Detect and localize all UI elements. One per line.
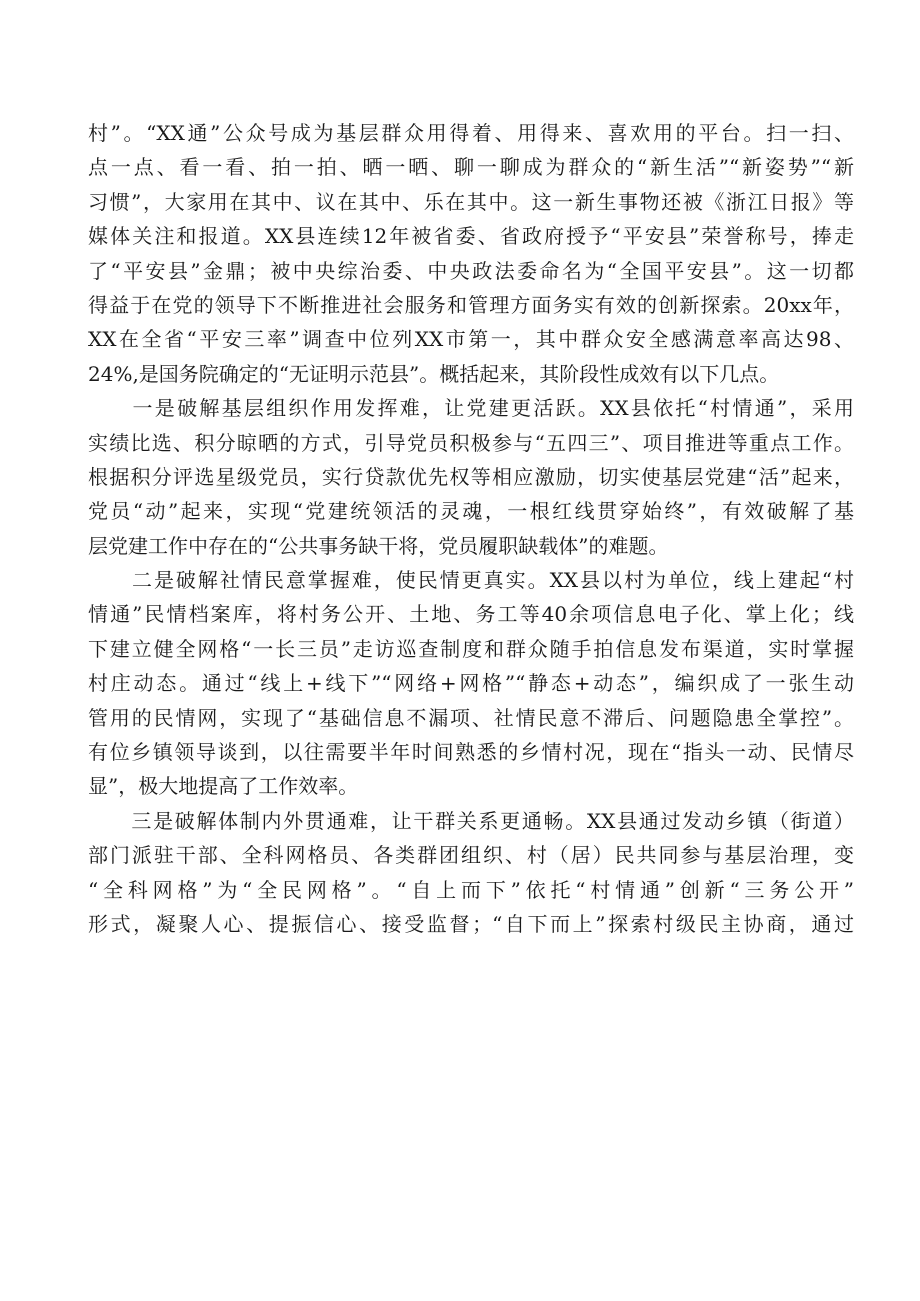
paragraph-4 [88,804,854,942]
paragraph-2 [88,391,854,563]
paragraph-3 [88,563,854,804]
text-line: 点一点、看一看、拍一拍、晒一晒、聊一聊成为群众的“新生活”“新姿势”“新 [88,155,854,180]
text-line: 实绩比选、积分晾晒的方式，引导党员积极参与“五四三”、项目推进等重点工作。 [88,430,854,455]
text-line: 得益于在党的领导下不断推进社会服务和管理方面务实有效的创新探索。20xx年， [88,292,854,317]
text-line: XX在全省“平安三率”调查中位列XX市第一，其中群众安全感满意率高达98、 [88,327,854,352]
text-line: 了“平安县”金鼎；被中央综治委、中央政法委命名为“全国平安县”。这一切都 [88,258,854,283]
text-line: 习惯”，大家用在其中、议在其中、乐在其中。这一新生事物还被《浙江日报》等 [88,189,854,214]
text-line: 部门派驻干部、全科网格员、各类群团组织、村（居）民共同参与基层治理，变 [88,843,854,868]
text-line: 24%,是国务院确定的“无证明示范县”。概括起来，其阶段性成效有以下几点。 [88,361,780,386]
text-line: 下建立健全网格“一长三员”走访巡查制度和群众随手拍信息发布渠道，实时掌握 [88,636,854,661]
text-line: 情通”民情档案库，将村务公开、土地、务工等40余项信息电子化、掌上化；线 [88,602,854,627]
text-line: 二是破解社情民意掌握难，使民情更真实。XX县以村为单位，线上建起“村 [88,568,854,593]
text-line: 管用的民情网，实现了“基础信息不漏项、社情民意不滞后、问题隐患全掌控”。 [88,705,854,730]
text-line: 一是破解基层组织作用发挥难，让党建更活跃。XX县依托“村情通”，采用 [88,396,854,421]
paragraph-1 [88,116,854,391]
text-line: 显”，极大地提高了工作效率。 [88,774,359,799]
text-line: 层党建工作中存在的“公共事务缺干将，党员履职缺载体”的难题。 [88,533,669,558]
text-line: 党员“动”起来，实现“党建统领活的灵魂，一根红线贯穿始终”，有效破解了基 [88,499,854,524]
text-line: 村庄动态。通过“线上+线下”“网络+网格”“静态+动态”，编织成了一张生动 [88,671,854,696]
text-line: 形式，凝聚人心、提振信心、接受监督；“自下而上”探索村级民主协商，通过 [88,911,854,936]
document-body [88,116,854,941]
text-line: 村”。“XX通”公众号成为基层群众用得着、用得来、喜欢用的平台。扫一扫、 [88,121,854,145]
text-line: “全科网格”为“全民网格”。“自上而下”依托“村情通”创新“三务公开” [88,877,854,902]
text-line: 三是破解体制内外贯通难，让干群关系更通畅。XX县通过发动乡镇（街道） [88,808,854,833]
text-line: 媒体关注和报道。XX县连续12年被省委、省政府授予“平安县”荣誉称号，捧走 [88,224,854,249]
text-line: 有位乡镇领导谈到，以往需要半年时间熟悉的乡情村况，现在“指头一动、民情尽 [88,740,854,765]
text-line: 根据积分评选星级党员，实行贷款优先权等相应激励，切实使基层党建“活”起来， [88,464,854,489]
